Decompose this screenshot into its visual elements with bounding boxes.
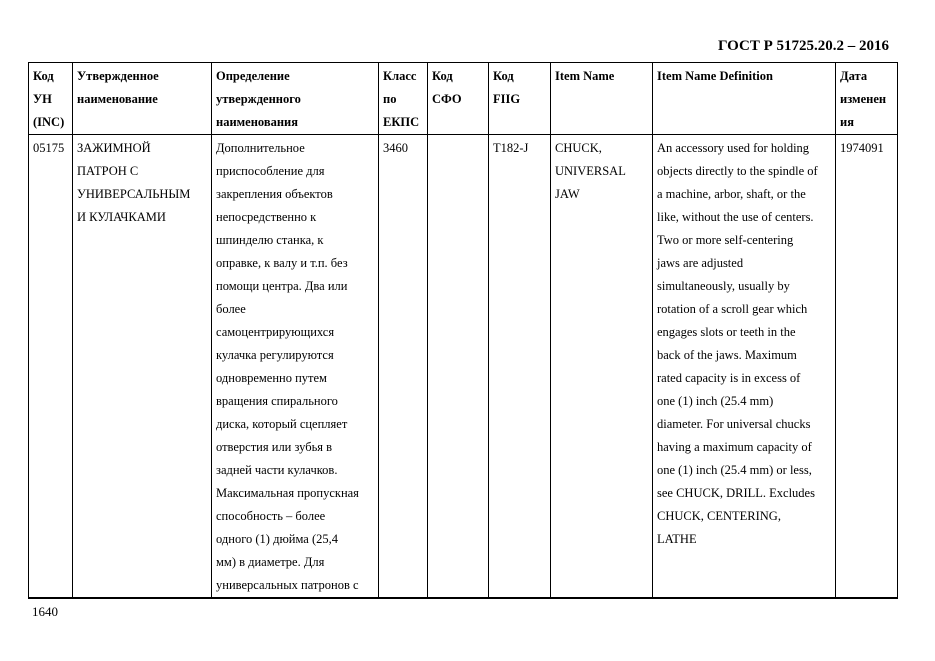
cell-line: диска, который сцепляет xyxy=(216,417,348,431)
cell-line: изменен xyxy=(840,92,887,106)
cell-line: Item Name Definition xyxy=(657,69,773,83)
cell-line: Код xyxy=(33,69,54,83)
cell-line: универсальных патронов с xyxy=(216,578,359,592)
cell-line: наименование xyxy=(77,92,158,106)
cell-line: objects directly to the spindle of xyxy=(657,164,818,178)
cell-line: более xyxy=(216,302,246,316)
cell-line: UNIVERSAL xyxy=(555,164,626,178)
cell-line: rotation of a scroll gear which xyxy=(657,302,808,316)
header-definition xyxy=(212,63,379,135)
header-item-name xyxy=(551,63,653,135)
table-row xyxy=(29,135,898,599)
cell-line: оправке, к валу и т.п. без xyxy=(216,256,348,270)
document-standard-header: ГОСТ Р 51725.20.2 – 2016 xyxy=(717,38,889,54)
cell-change-date xyxy=(836,135,898,599)
item-name-table xyxy=(28,62,898,599)
cell-ekps-class xyxy=(379,135,428,599)
page-number: 1640 xyxy=(32,604,58,619)
cell-line: задней части кулачков. xyxy=(216,463,338,477)
cell-line: приспособление для xyxy=(216,164,325,178)
cell-line: Two or more self-centering xyxy=(657,233,794,247)
cell-line: ЗАЖИМНОЙ xyxy=(77,141,151,155)
header-change-date xyxy=(836,63,898,135)
cell-line: утвержденного xyxy=(216,92,301,106)
cell-line: a machine, arbor, shaft, or the xyxy=(657,187,806,201)
cell-line: one (1) inch (25.4 mm) xyxy=(657,394,774,408)
cell-line: see CHUCK, DRILL. Excludes xyxy=(657,486,815,500)
cell-line: Код xyxy=(493,69,514,83)
cell-line: Код xyxy=(432,69,453,83)
cell-line: УН xyxy=(33,92,52,106)
cell-line: rated capacity is in excess of xyxy=(657,371,801,385)
cell-line: FIIG xyxy=(493,92,521,106)
cell-line: jaws are adjusted xyxy=(657,256,744,270)
cell-line: back of the jaws. Maximum xyxy=(657,348,797,362)
cell-line: 05175 xyxy=(33,141,65,155)
cell-line: 1974091 xyxy=(840,141,884,155)
cell-line: отверстия или зубья в xyxy=(216,440,333,454)
cell-line: ия xyxy=(840,115,854,129)
cell-fiig-code xyxy=(489,135,551,599)
cell-line: LATHE xyxy=(657,532,697,546)
cell-line: СФО xyxy=(432,92,462,106)
header-fiig-code xyxy=(489,63,551,135)
header-sfo-code xyxy=(428,63,489,135)
cell-approved-name xyxy=(73,135,212,599)
cell-line: шпинделю станка, к xyxy=(216,233,324,247)
cell-line: И КУЛАЧКАМИ xyxy=(77,210,166,224)
header-item-name-definition xyxy=(653,63,836,135)
cell-inc xyxy=(29,135,73,599)
cell-line: ЕКПС xyxy=(383,115,420,129)
cell-sfo-code xyxy=(428,135,489,599)
cell-line: Класс xyxy=(383,69,417,83)
cell-definition xyxy=(212,135,379,599)
header-ekps-class xyxy=(379,63,428,135)
cell-line: закрепления объектов xyxy=(216,187,333,201)
cell-line: Максимальная пропускная xyxy=(216,486,359,500)
cell-line: УНИВЕРСАЛЬНЫМ xyxy=(77,187,191,201)
cell-line: Дата xyxy=(840,69,868,83)
cell-line: CHUCK, xyxy=(555,141,602,155)
cell-item-name xyxy=(551,135,653,599)
cell-line: одного (1) дюйма (25,4 xyxy=(216,532,339,546)
cell-line: Определение xyxy=(216,69,290,83)
cell-line: мм) в диаметре. Для xyxy=(216,555,325,569)
cell-line: вращения спирального xyxy=(216,394,338,408)
cell-line: непосредственно к xyxy=(216,210,317,224)
cell-line: Item Name xyxy=(555,69,615,83)
cell-line: кулачка регулируются xyxy=(216,348,334,362)
cell-line: simultaneously, usually by xyxy=(657,279,790,293)
cell-line: one (1) inch (25.4 mm) or less, xyxy=(657,463,812,477)
cell-line: одновременно путем xyxy=(216,371,327,385)
cell-line: CHUCK, CENTERING, xyxy=(657,509,781,523)
cell-line: having a maximum capacity of xyxy=(657,440,812,454)
cell-line: самоцентрирующихся xyxy=(216,325,335,339)
cell-line: Утвержденное xyxy=(77,69,159,83)
cell-line: (INC) xyxy=(33,115,65,129)
cell-line: способность – более xyxy=(216,509,326,523)
cell-item-name-definition xyxy=(653,135,836,599)
cell-line: T182-J xyxy=(493,141,529,155)
cell-line: по xyxy=(383,92,397,106)
cell-line: помощи центра. Два или xyxy=(216,279,348,293)
cell-line: like, without the use of centers. xyxy=(657,210,814,224)
cell-line: JAW xyxy=(555,187,580,201)
cell-line: Дополнительное xyxy=(216,141,305,155)
cell-line: ПАТРОН С xyxy=(77,164,139,178)
header-inc xyxy=(29,63,73,135)
cell-line: 3460 xyxy=(383,141,408,155)
cell-line: engages slots or teeth in the xyxy=(657,325,796,339)
cell-line: наименования xyxy=(216,115,299,129)
cell-line: An accessory used for holding xyxy=(657,141,810,155)
table-header-row xyxy=(29,63,898,135)
cell-line: diameter. For universal chucks xyxy=(657,417,811,431)
header-approved-name xyxy=(73,63,212,135)
